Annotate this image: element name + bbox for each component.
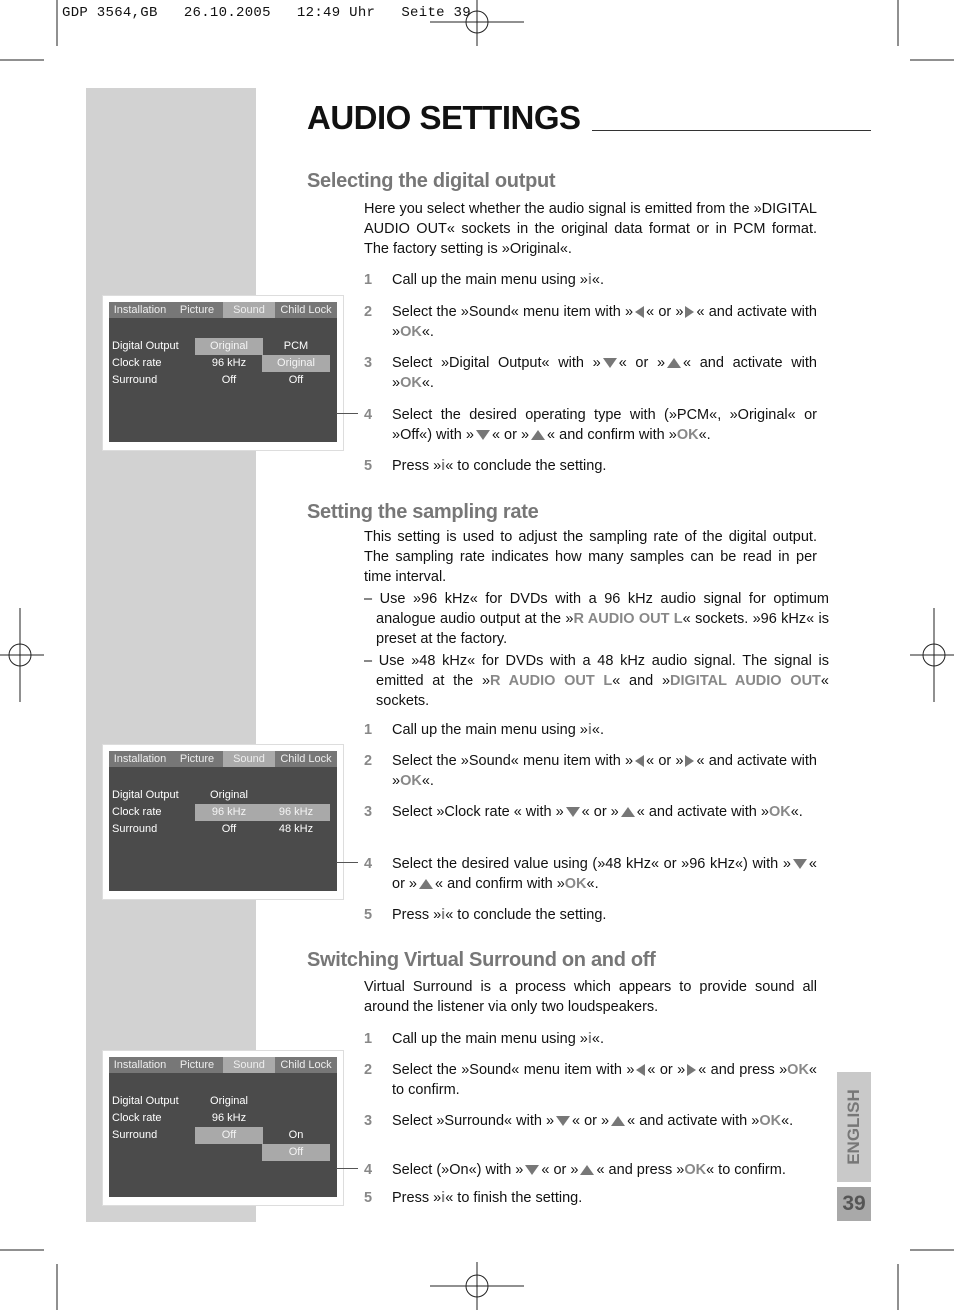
osd-value: 96 kHz [195, 804, 263, 821]
osd-label: Digital Output [112, 340, 179, 352]
instruction-step [364, 1188, 817, 1208]
key-label: DIGITAL AUDIO OUT [670, 673, 821, 689]
step-number: 3 [364, 355, 373, 371]
arrow-up-icon [580, 1165, 594, 1175]
step-number: 2 [364, 1062, 373, 1078]
arrow-down-icon [793, 859, 807, 869]
osd-tab-bar [109, 751, 337, 767]
key-label: i [441, 1190, 446, 1206]
osd-row [109, 338, 337, 355]
arrow-up-icon [531, 430, 545, 440]
section-heading: Switching Virtual Surround on and off [307, 949, 656, 971]
key-label: i [587, 272, 592, 288]
osd-row [109, 372, 337, 389]
arrow-up-icon [419, 879, 433, 889]
key-label: OK [768, 804, 791, 820]
osd-option: On [288, 1129, 304, 1141]
osd-label: Digital Output [112, 1095, 179, 1107]
body-paragraph: This setting is used to adjust the sampling rate of the digital output. The sampling rate indicates how many samples can be read in per time interval. [364, 529, 817, 585]
body-paragraph: Here you select whether the audio signal is emitted from the »DIGITAL AUDIO OUT« sockets in the original data format or in PCM format. The factory setting is »Original«. [364, 201, 817, 257]
osd-value: Original [195, 338, 263, 355]
step-number: 3 [364, 1113, 373, 1129]
step-text: Select the »Sound« menu item with » « or » « and activate with »OK«. [392, 304, 817, 340]
arrow-down-icon [603, 358, 617, 368]
step-number: 4 [364, 856, 373, 872]
step-text: Select the desired operating type with (»PCM«, »Original« or »Off«) with » « or » « and confirm with »OK«. [392, 407, 817, 443]
step-text: Press »i« to finish the setting. [392, 1190, 583, 1206]
osd-menu [109, 751, 337, 891]
osd-menu [109, 302, 337, 442]
osd-value: 96 kHz [211, 357, 247, 369]
osd-label: Surround [112, 374, 158, 386]
step-text: Call up the main menu using »i«. [392, 722, 604, 738]
key-label: OK [684, 1162, 707, 1178]
arrow-down-icon [566, 807, 580, 817]
instruction-step [364, 1029, 817, 1049]
key-label: i [587, 722, 592, 738]
osd-tab-installation: Installation [113, 753, 167, 765]
arrow-up-icon [611, 1116, 625, 1126]
step-text: Select the desired value using (»48 kHz« or »96 kHz«) with » « or » « and confirm with »OK«. [392, 856, 817, 892]
leader-line [336, 413, 358, 414]
osd-value: Original [210, 789, 248, 801]
key-label: OK [564, 876, 587, 892]
step-text: Select the »Sound« menu item with » « or » « and press »OK« to confirm. [392, 1062, 817, 1098]
step-text: Press »i« to conclude the setting. [392, 907, 607, 923]
osd-label: Clock rate [112, 357, 162, 369]
arrow-left-icon [636, 1064, 645, 1076]
arrow-right-icon [685, 755, 694, 767]
step-number: 2 [364, 753, 373, 769]
osd-menu [109, 1057, 337, 1197]
instruction-step [364, 302, 817, 342]
osd-tab-picture: Picture [179, 1059, 215, 1071]
instruction-step [364, 353, 817, 393]
osd-option: PCM [283, 340, 309, 352]
osd-screenshot-2 [102, 744, 344, 900]
osd-screenshot-3 [102, 1050, 344, 1206]
osd-tab-child-lock: Child Lock [280, 304, 332, 316]
key-label: OK [787, 1062, 809, 1078]
osd-tab-picture: Picture [179, 753, 215, 765]
osd-tab-child-lock: Child Lock [280, 753, 332, 765]
osd-tab-sound: Sound [223, 302, 275, 318]
bullet-paragraph: – Use »48 kHz« for DVDs with a 48 kHz audio signal. The signal is emitted at the »R AUDIO OUT L« and »DIGITAL AUDIO OUT« sockets. [364, 653, 829, 709]
osd-label: Digital Output [112, 789, 179, 801]
osd-tab-installation: Installation [113, 304, 167, 316]
arrow-left-icon [635, 755, 644, 767]
osd-tab-bar [109, 1057, 337, 1073]
arrow-right-icon [687, 1064, 696, 1076]
osd-value: 96 kHz [211, 1112, 247, 1124]
instruction-step [364, 1160, 817, 1180]
osd-tab-child-lock: Child Lock [280, 1059, 332, 1071]
leader-line [336, 1168, 358, 1169]
instruction-step [364, 854, 817, 894]
step-number: 1 [364, 722, 373, 738]
step-number: 5 [364, 1190, 373, 1206]
step-number: 1 [364, 1031, 373, 1047]
step-text: Call up the main menu using »i«. [392, 272, 604, 288]
osd-row [109, 1093, 337, 1110]
bullet-paragraph: – Use »96 kHz« for DVDs with a 96 kHz audio signal for optimum analogue audio output at the »R AUDIO OUT L« sockets. »96 kHz« is preset at the factory. [364, 591, 829, 647]
language-tab [837, 1072, 871, 1182]
osd-row [109, 1144, 337, 1161]
osd-option: Original [262, 355, 330, 372]
arrow-down-icon [476, 430, 490, 440]
step-number: 4 [364, 407, 373, 423]
instruction-step [364, 456, 817, 476]
step-text: Select (»On«) with » « or » « and press »OK« to confirm. [392, 1162, 786, 1178]
key-label: OK [676, 427, 699, 443]
title-rule [592, 130, 871, 131]
osd-row [109, 1110, 337, 1127]
key-label: R AUDIO OUT L [573, 611, 683, 627]
instruction-step [364, 405, 817, 445]
key-label: i [441, 907, 446, 923]
step-number: 1 [364, 272, 373, 288]
osd-label: Surround [112, 823, 158, 835]
osd-row [109, 1127, 337, 1144]
step-number: 5 [364, 907, 373, 923]
key-label: i [441, 458, 446, 474]
osd-option: 48 kHz [278, 823, 314, 835]
osd-row [109, 355, 337, 372]
step-text: Press »i« to conclude the setting. [392, 458, 607, 474]
key-label: i [587, 1031, 592, 1047]
osd-value: Off [221, 823, 237, 835]
arrow-down-icon [525, 1165, 539, 1175]
osd-row [109, 804, 337, 821]
osd-label: Surround [112, 1129, 158, 1141]
key-label: OK [759, 1113, 782, 1129]
osd-row [109, 821, 337, 838]
instruction-step [364, 1111, 817, 1131]
arrow-right-icon [685, 306, 694, 318]
osd-tab-picture: Picture [179, 304, 215, 316]
osd-tab-bar [109, 302, 337, 318]
osd-tab-installation: Installation [113, 1059, 167, 1071]
osd-value: Original [210, 1095, 248, 1107]
osd-value: Off [221, 374, 237, 386]
osd-tab-sound: Sound [223, 751, 275, 767]
step-number: 2 [364, 304, 373, 320]
instruction-step [364, 751, 817, 791]
osd-value: Off [195, 1127, 263, 1144]
osd-row [109, 787, 337, 804]
osd-tab-sound: Sound [223, 1057, 275, 1073]
key-label: R AUDIO OUT L [490, 673, 613, 689]
arrow-up-icon [667, 358, 681, 368]
instruction-step [364, 720, 817, 740]
arrow-up-icon [621, 807, 635, 817]
arrow-left-icon [635, 306, 644, 318]
key-label: OK [400, 773, 422, 789]
page-number: 39 [837, 1187, 871, 1221]
step-text: Select »Clock rate « with » « or » « and activate with »OK«. [392, 804, 803, 820]
step-text: Select »Digital Output« with » « or » « and activate with »OK«. [392, 355, 817, 391]
step-text: Select »Surround« with » « or » « and activate with »OK«. [392, 1113, 794, 1129]
instruction-step [364, 905, 817, 925]
key-label: OK [400, 324, 422, 340]
step-text: Call up the main menu using »i«. [392, 1031, 604, 1047]
osd-option: Off [288, 374, 304, 386]
instruction-step [364, 1060, 817, 1100]
language-label: ENGLISH [844, 1089, 863, 1165]
arrow-down-icon [556, 1116, 570, 1126]
step-number: 4 [364, 1162, 373, 1178]
step-number: 5 [364, 458, 373, 474]
osd-label: Clock rate [112, 806, 162, 818]
section-heading: Selecting the digital output [307, 170, 556, 192]
leader-line [336, 862, 358, 863]
step-text: Select the »Sound« menu item with » « or » « and activate with »OK«. [392, 753, 817, 789]
osd-option: 96 kHz [262, 804, 330, 821]
step-number: 3 [364, 804, 373, 820]
instruction-step [364, 270, 817, 290]
section-heading: Setting the sampling rate [307, 501, 539, 523]
instruction-step [364, 802, 817, 822]
print-slug: GDP 3564,GB 26.10.2005 12:49 Uhr Seite 39 [62, 5, 471, 21]
osd-label: Clock rate [112, 1112, 162, 1124]
osd-screenshot-1 [102, 295, 344, 451]
body-paragraph: Virtual Surround is a process which appears to provide sound all around the listener via only two loudspeakers. [364, 979, 817, 1015]
page-title: AUDIO SETTINGS [307, 99, 581, 136]
key-label: OK [400, 375, 422, 391]
osd-option: Off [262, 1144, 330, 1161]
